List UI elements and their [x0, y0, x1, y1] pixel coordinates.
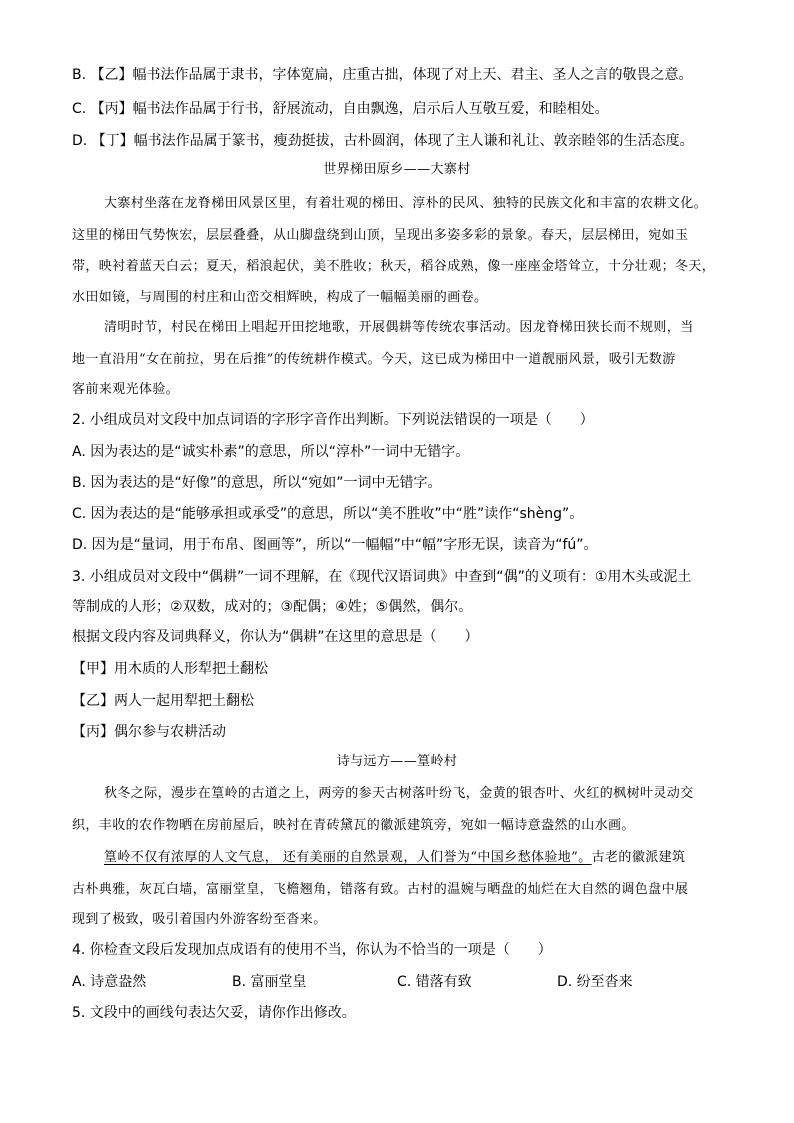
- passage1-title: 世界梯田原乡——大寨村: [323, 162, 471, 177]
- passage1-line: 这里的梯田气势恢宏，层层叠叠，从山脚盘绕到山顶，呈现出多姿多彩的景象。春天，层层梯田，宛如玉: [72, 228, 689, 243]
- q2-option-a: A. 因为表达的是“诚实朴素”的意思，所以“淳朴”一词中无错字。: [72, 444, 470, 460]
- passage1-line: 水田如镜，与周围的村庄和山峦交相辉映，构成了一幅幅美丽的画卷。: [72, 290, 488, 305]
- q3-option-jia: 【甲】用木质的人形犁把土翻松: [72, 661, 268, 677]
- q4-option-d: D. 纷至沓来: [557, 974, 633, 990]
- q2-stem: 2. 小组成员对文段中加点词语的字形字音作出判断。下列说法错误的一项是（ ）: [72, 412, 594, 428]
- passage1-line: 地一直沿用“女在前拉，男在后推”的传统耕作模式。今天，这已成为梯田中一道靓丽风景，吸引无数游: [72, 352, 676, 367]
- passage2-line: 古朴典雅，灰瓦白墙，富丽堂皇，飞檐翘角，错落有致。古村的温婉与晒盘的灿烂在大自然的调色盘中展: [72, 882, 689, 897]
- q3-ask: 根据文段内容及词典释义，你认为“偶耕”在这里的意思是（ ）: [72, 629, 479, 645]
- passage1-line: 带，映衬着蓝天白云；夏天，稻浪起伏，美不胜收；秋天，稻谷成熟，像一座座金塔耸立，十分壮观；冬天，: [72, 259, 716, 274]
- underlined-sentence: 篁岭不仅有浓厚的人文气息， 还有美丽的自然景观，人们誉为“中国乡愁体验地”。: [104, 850, 592, 865]
- passage1-line: 客前来观光体验。: [72, 382, 180, 397]
- q4-stem: 4. 你检查文段后发现加点成语有的使用不当，你认为不恰当的一项是（ ）: [72, 942, 552, 958]
- passage2-line-rest: 古老的徽派建筑: [591, 850, 686, 865]
- q4-option-a: A. 诗意盎然: [72, 974, 147, 990]
- passage1-line: 清明时节，村民在梯田上唱起开田挖地歌，开展偶耕等传统农事活动。因龙脊梯田狭长而不规则，当: [104, 320, 694, 335]
- passage1-line: 大寨村坐落在龙脊梯田风景区里，有着壮观的梯田、淳朴的民风、独特的民族文化和丰富的农耕文化。: [104, 196, 708, 211]
- q3-option-yi: 【乙】两人一起用犁把土翻松: [72, 693, 254, 709]
- q1-option-d: D. 【丁】幅书法作品属于篆书，瘦劲挺拔，古朴圆润，体现了主人谦和礼让、敦亲睦邻的生活态度。: [72, 133, 694, 149]
- q3-stem-cont: 等制成的人形；②双数，成对的；③配偶；④姓；⑤偶然，偶尔。: [72, 599, 473, 615]
- q2-option-b: B. 因为表达的是“好像”的意思，所以“宛如”一词中无错字。: [72, 475, 442, 491]
- q3-stem: 3. 小组成员对文段中“偶耕”一词不理解，在《现代汉语词典》中查到“偶”的义项有：①用木头或泥土: [72, 569, 692, 585]
- passage2-title: 诗与远方——篁岭村: [336, 754, 458, 769]
- q1-option-b: B. 【乙】幅书法作品属于隶书，字体宽扁，庄重古拙，体现了对上天、君主、圣人之言的敬畏之意。: [72, 67, 693, 83]
- passage2-line: [104, 848, 685, 868]
- q2-option-c: C. 因为表达的是“能够承担或承受”的意思，所以“美不胜收”中“胜”读作“shèng”。: [72, 506, 584, 522]
- q5-stem: 5. 文段中的画线句表达欠妥，请你作出修改。: [72, 1005, 356, 1021]
- passage2-line: 现到了极致，吸引着国内外游客纷至沓来。: [72, 912, 327, 927]
- q2-option-d: D. 因为是“量词，用于布帛、图画等”，所以“一幅幅”中“幅”字形无误，读音为“fú”。: [72, 537, 598, 553]
- q4-option-c: C. 错落有致: [397, 974, 472, 990]
- passage2-line: 织，丰收的农作物晒在房前屋后，映衬在青砖黛瓦的徽派建筑旁，宛如一幅诗意盎然的山水画。: [72, 818, 635, 833]
- passage2-line: 秋冬之际，漫步在篁岭的古道之上，两旁的参天古树落叶纷飞，金黄的银杏叶、火红的枫树叶灵动交: [104, 786, 694, 801]
- q3-option-bing: 【丙】偶尔参与农耕活动: [72, 724, 226, 740]
- q1-option-c: C. 【丙】幅书法作品属于行书，舒展流动，自由飘逸，启示后人互敬互爱，和睦相处。: [72, 101, 609, 117]
- q4-option-b: B. 富丽堂皇: [232, 974, 307, 990]
